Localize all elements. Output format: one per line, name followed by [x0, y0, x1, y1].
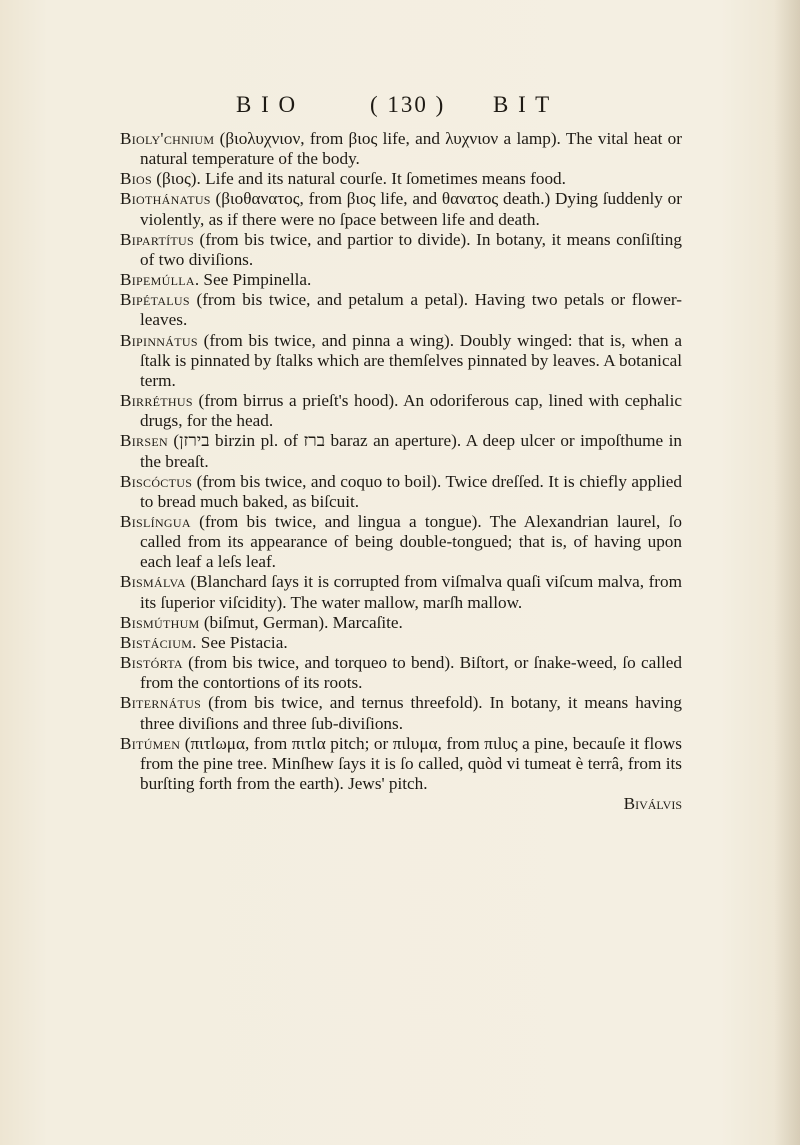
definition: (Blanchard ſays it is corrupted from viſmalva quaſi viſcum malva, from its ſuperior viſcidity). The water mallow, marſh mallow.: [140, 572, 682, 612]
dictionary-entry: [120, 613, 682, 633]
dictionary-entry: [120, 391, 682, 431]
definition: (βιοθανατος, from βιος life, and θανατος death.) Dying ſuddenly or violently, as if there were no ſpace between life and death.: [140, 189, 682, 229]
definition: . See Pistacia.: [192, 632, 288, 652]
definition: (biſmut, German). Marcaſite.: [199, 612, 403, 632]
dictionary-entry: [120, 734, 682, 794]
page-edge-shadow: [774, 0, 800, 1145]
dictionary-entry: [120, 270, 682, 290]
dictionary-entry: [120, 331, 682, 391]
dictionary-entry: [120, 189, 682, 229]
dictionary-entry: [120, 290, 682, 330]
headword: Bipemúlla: [120, 270, 195, 290]
definition: (from bis twice, and petalum a petal). Having two petals or flower-leaves.: [140, 290, 682, 330]
headword: Bioly'chnium: [120, 129, 215, 148]
definition: (βιος). Life and its natural courſe. It ſometimes means food.: [152, 169, 566, 189]
page-number: ( 130 ): [370, 92, 446, 117]
headword: Bistácium: [120, 632, 193, 652]
headword: Bismálva: [120, 572, 186, 592]
dictionary-entry: [120, 472, 682, 512]
dictionary-entry: [120, 633, 682, 653]
headword: Bistórta: [120, 653, 183, 673]
dictionary-entry: [120, 653, 682, 693]
headword: Bipartítus: [120, 229, 194, 249]
headword: Bitúmen: [120, 733, 181, 753]
dictionary-entry: [120, 693, 682, 733]
definition: (πιτlωμα, from πιτlα pitch; or πιlυμα, from πιlυς a pine, becauſe it flows from the pine tree. Minſhew ſays it is ſo called, quòd vi tumeat è terrâ, from its burſting forth from the earth). Jews' pitch.: [140, 733, 682, 793]
headword: Bipétalus: [120, 290, 190, 310]
dictionary-entry: [120, 572, 682, 612]
definition: (βιολυχνιον, from βιος life, and λυχνιον a lamp). The vital heat or natural temperature of the body.: [140, 129, 682, 169]
running-header: [0, 92, 800, 122]
dictionary-entry: [120, 230, 682, 270]
catchword: Biválvis: [623, 794, 682, 814]
header-right: B I T: [493, 92, 552, 117]
headword: Bislíngua: [120, 511, 191, 531]
definition: (from bis twice, and coquo to boil). Twice dreſſed. It is chiefly applied to bread much baked, as biſcuit.: [140, 471, 682, 511]
definition: (בירזן birzin pl. of ברז baraz an aperture). A deep ulcer or impoſthume in the breaſt.: [140, 431, 682, 471]
definition: (from bis twice, and torqueo to bend). Biſtort, or ſnake-weed, ſo called from the contortions of its roots.: [140, 653, 682, 693]
headword: Biothánatus: [120, 189, 211, 209]
headword: Birsen: [120, 431, 168, 451]
headword: Biscóctus: [120, 471, 193, 491]
headword: Bismúthum: [120, 612, 200, 632]
dictionary-entries: [120, 129, 682, 814]
definition: . See Pimpinella.: [194, 270, 312, 290]
dictionary-entry: [120, 431, 682, 471]
headword: Biternátus: [120, 693, 202, 713]
definition: (from bis twice, and pinna a wing). Doubly winged: that is, when a ſtalk is pinnated by ſtalks which are themſelves pinnated by leaves. A botanical term.: [140, 330, 682, 390]
dictionary-entry: [120, 169, 682, 189]
header-left: B I O: [236, 92, 298, 117]
definition: (from bis twice, and lingua a tongue). The Alexandrian laurel, ſo called from its appearance of being double-tongued; that is, of having upon each leaf a leſs leaf.: [140, 511, 682, 572]
headword: Bipinnátus: [120, 330, 198, 350]
headword: Bios: [120, 169, 152, 189]
headword: Birréthus: [120, 391, 193, 411]
definition: (from bis twice, and partior to divide). In botany, it means conſiſting of two diviſions.: [140, 229, 682, 269]
definition: (from bis twice, and ternus threefold). In botany, it means having three diviſions and three ſub-diviſions.: [140, 693, 682, 733]
dictionary-entry: [120, 129, 682, 169]
definition: (from birrus a prieſt's hood). An odoriferous cap, lined with cephalic drugs, for the head.: [140, 391, 682, 431]
dictionary-entry: [120, 512, 682, 572]
